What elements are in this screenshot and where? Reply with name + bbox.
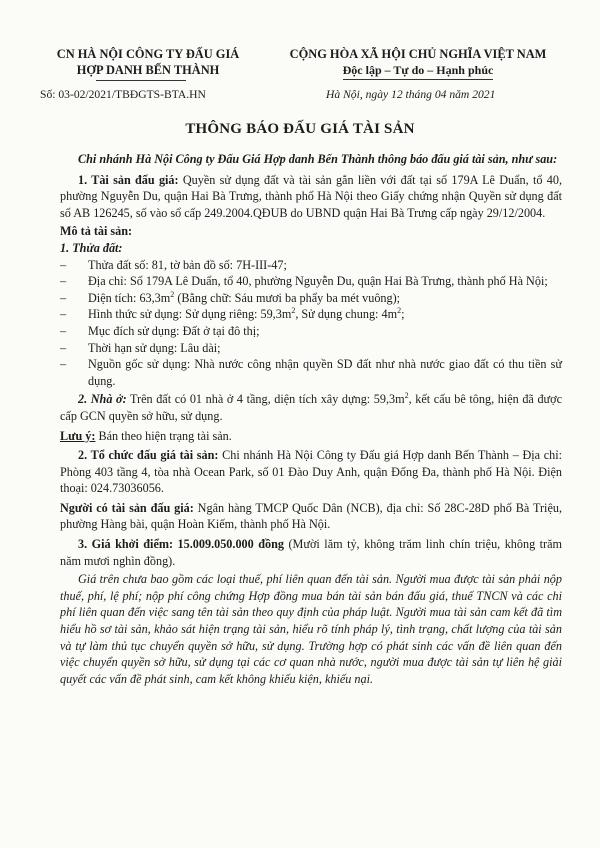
land-item	[60, 306, 562, 323]
owner-label: Người có tài sản đấu giá:	[60, 500, 194, 515]
section-asset	[60, 172, 562, 222]
house-label: 2. Nhà ở:	[78, 392, 127, 407]
document-date: Hà Nội, ngày 12 tháng 04 năm 2021	[326, 88, 496, 101]
org-underline	[96, 80, 186, 81]
land-item	[60, 323, 562, 340]
motto-underline	[343, 79, 493, 80]
section-organizer-text: Chi nhánh Hà Nội Công ty Đấu giá Hợp danh Bến Thành – Địa chỉ: Phòng 403 tầng 4, tòa nhà Ocean Park, số 01 Đào Duy Anh, quận Đống Đa, thành phố Hà Nội. Điện thoại: 024.73036056.	[60, 448, 562, 496]
land-item-text: Thửa đất số: 81, tờ bản đồ số: 7H-III-47;	[88, 257, 287, 272]
usage-text: Hình thức sử dụng: Sử dụng riêng: 59,3m	[88, 307, 292, 322]
document-number: Số: 03-02/2021/TBĐGTS-BTA.HN	[40, 88, 206, 101]
note-text: Bán theo hiện trạng tài sản.	[95, 428, 232, 443]
note-label: Lưu ý:	[60, 428, 96, 443]
land-item	[60, 257, 562, 274]
superscript: 2	[397, 306, 402, 316]
section-price	[60, 536, 562, 569]
land-item	[60, 340, 562, 357]
land-item	[60, 290, 562, 307]
superscript: 2	[404, 391, 409, 401]
superscript: 2	[170, 289, 175, 299]
land-item-text: Địa chỉ: Số 179A Lê Duẩn, tổ 40, phường Nguyễn Du, quận Hai Bà Trưng, thành phố Hà Nội;	[88, 274, 548, 289]
document-title: THÔNG BÁO ĐẤU GIÁ TÀI SẢN	[185, 121, 415, 137]
bullet-dash: –	[60, 323, 67, 338]
bullet-dash: –	[60, 307, 67, 322]
land-item-text: Thời hạn sử dụng: Lâu dài;	[88, 340, 221, 355]
superscript: 2	[291, 306, 296, 316]
section-price-label: 3. Giá khởi điểm: 15.009.050.000 đồng	[78, 537, 284, 552]
land-item	[60, 356, 562, 389]
bullet-dash: –	[60, 257, 67, 272]
national-motto: Độc lập – Tự do – Hạnh phúc	[342, 63, 494, 77]
org-name-line2: HỢP DANH BẾN THÀNH	[76, 63, 220, 77]
land-item-text: Nguồn gốc sử dụng: Nhà nước công nhận quyền SD đất như nhà nước giao đất có thu tiền sử dụng.	[88, 357, 562, 388]
land-item-text	[88, 290, 562, 307]
owner-text: Ngân hàng TMCP Quốc Dân (NCB), địa chỉ: Số 28C-28D phố Bà Triệu, phường Hàng bài, quận Hoàn Kiếm, thành phố Hà Nội.	[60, 500, 562, 532]
note-paragraph	[60, 428, 562, 445]
land-label: 1. Thửa đất:	[60, 240, 123, 255]
land-item	[60, 273, 562, 290]
area-tail: (Bằng chữ: Sáu mươi ba phẩy ba mét vuông);	[174, 290, 401, 305]
usage-tail: ;	[401, 307, 405, 322]
bullet-dash: –	[60, 290, 67, 305]
description-label: Mô tả tài sản:	[60, 224, 133, 239]
house-text-tail: , kết cấu bê tông, hiện đã được cấp GCN quyền sở hữu, sử dụng.	[60, 392, 563, 423]
bullet-dash: –	[60, 357, 67, 372]
nation-name: CỘNG HÒA XÃ HỘI CHỦ NGHĨA VIỆT NAM	[289, 47, 547, 61]
house-paragraph	[60, 391, 562, 424]
national-header	[258, 46, 578, 80]
area-text: Diện tích: 63,3m	[88, 290, 171, 305]
usage-mid: , Sử dụng chung: 4m	[295, 307, 398, 322]
house-text: Trên đất có 01 nhà ở 4 tầng, diện tích xây dựng: 59,3m	[126, 392, 405, 407]
land-item-text: Mục đích sử dụng: Đất ở tại đô thị;	[88, 323, 260, 338]
bullet-dash: –	[60, 274, 67, 289]
bullet-dash: –	[60, 340, 67, 355]
owner-paragraph	[60, 500, 562, 533]
section-asset-label: 1. Tài sản đấu giá:	[78, 172, 179, 187]
org-name-line1: CN HÀ NỘI CÔNG TY ĐẤU GIÁ	[56, 47, 240, 61]
document-body	[60, 151, 562, 687]
intro-paragraph: Chi nhánh Hà Nội Công ty Đấu Giá Hợp danh Bến Thành thông báo đấu giá tài sản, như sau:	[78, 152, 558, 166]
organization-header	[28, 46, 268, 78]
section-price-text: (Mười lăm tỷ, không trăm linh chín triệu, không trăm năm mươi nghìn đồng).	[60, 537, 563, 568]
section-asset-text: Quyền sử dụng đất và tài sản gắn liền với đất tại số 179A Lê Duẩn, tổ 40, phường Nguyễn Du, quận Hai Bà Trưng, thành phố Hà Nội theo Giấy chứng nhận Quyền sử dụng đất số AB 126245, số vào sổ cấp 249.2004.QĐUB do UBND quận Hai Bà Trưng cấp ngày 29/12/2004.	[60, 172, 562, 220]
section-organizer-label: 2. Tổ chức đấu giá tài sản:	[78, 448, 219, 463]
land-item-text	[88, 306, 562, 323]
section-organizer	[60, 447, 562, 497]
price-note: Giá trên chưa bao gồm các loại thuế, phí liên quan đến tài sản. Người mua được tài sản phải nộp thuế, phí, lệ phí; nộp phí công chứng Hợp đồng mua bán tài sản bán đấu giá, thuế TNCN và các chi phí liên quan đến việc sang tên tài sản theo quy định của pháp luật. Người mua tài sản cam kết đã tìm hiểu hồ sơ tài sản, khảo sát hiện trạng tài sản, hiểu rõ tính pháp lý, tình trạng, chất lượng của tài sản và tự làm thủ tục chuyển quyền sở hữu, sử dụng. Trường hợp có phát sinh các vấn đề liên quan đến việc chuyển quyền sở hữu, sử dụng tại các cơ quan nhà nước, người mua được tài sản tự liên hệ giải quyết các vấn đề phát sinh, cam kết không khiếu kiện, khiếu nại.	[60, 572, 562, 686]
